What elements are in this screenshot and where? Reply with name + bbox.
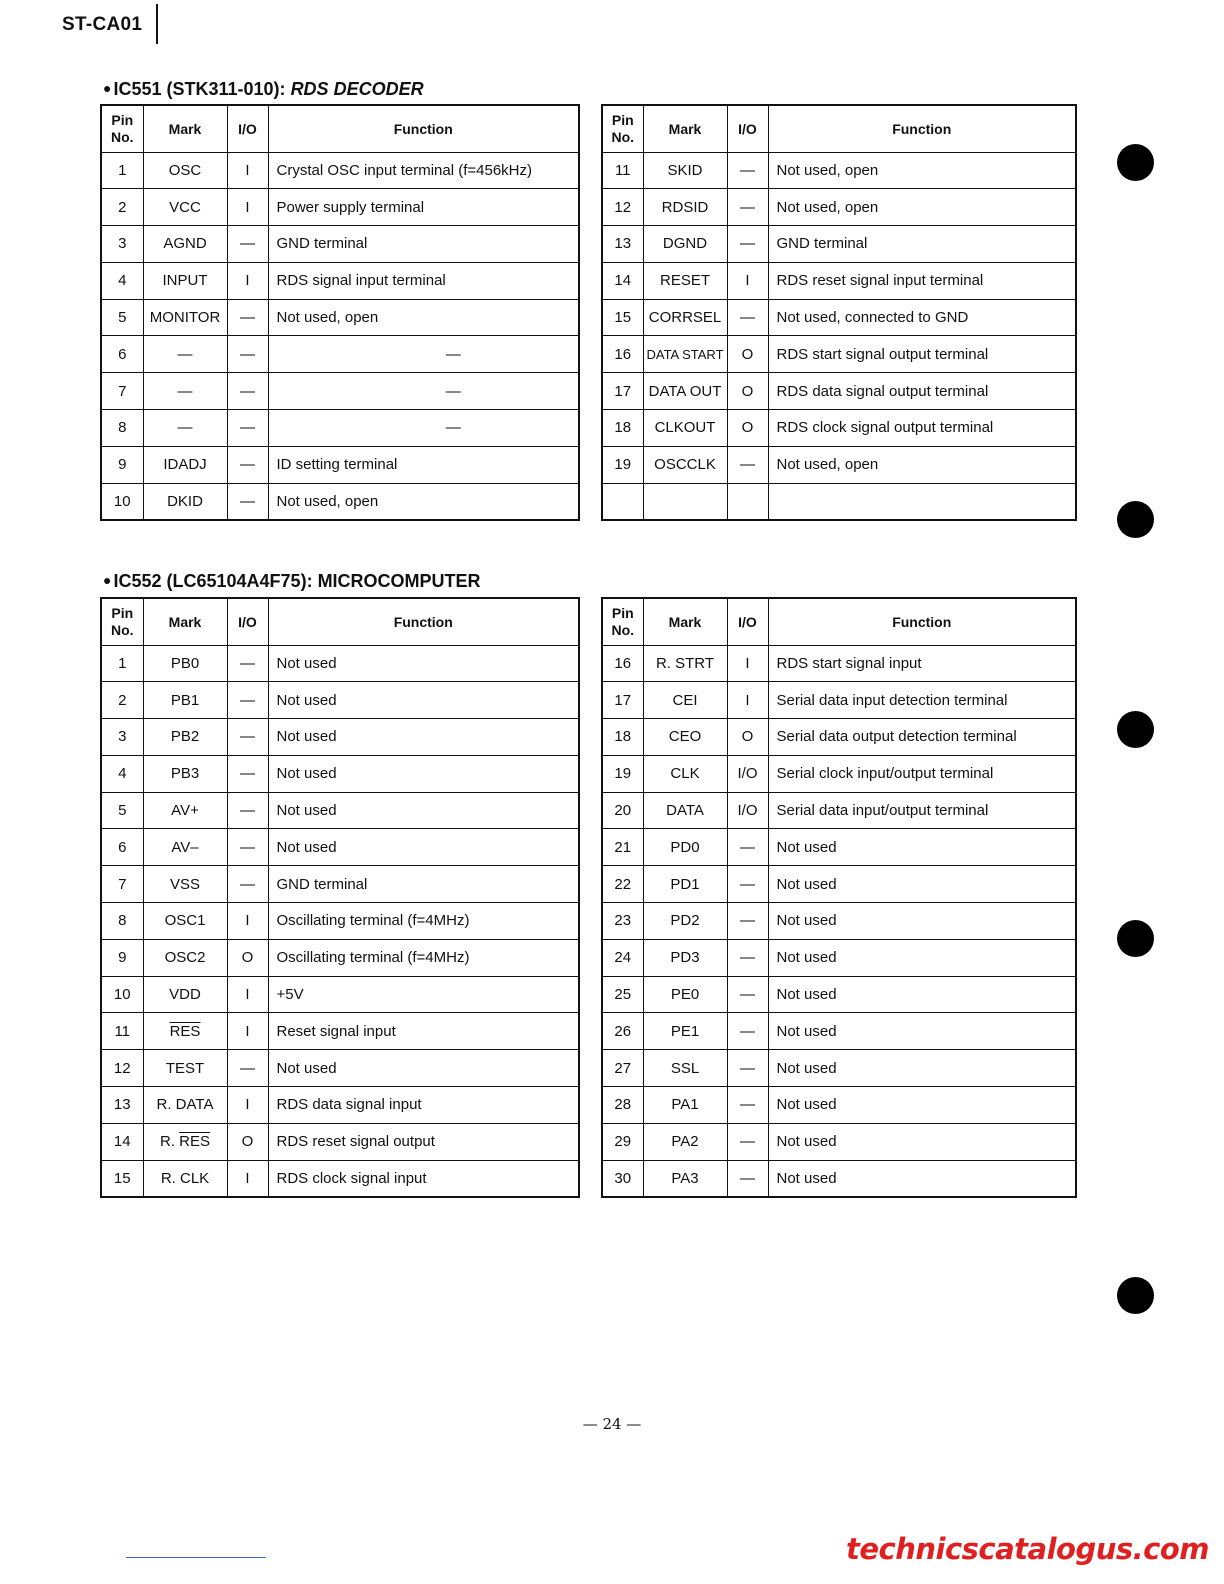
table-row — [101, 1160, 579, 1197]
pin-function: RDS start signal output terminal — [768, 336, 1076, 373]
pin-function: Serial data input detection terminal — [768, 682, 1076, 719]
table-row — [101, 976, 579, 1013]
pin-number: 4 — [101, 755, 143, 792]
pin-function: Not used — [768, 939, 1076, 976]
table-row — [602, 1123, 1076, 1160]
pin-mark: IDADJ — [143, 446, 227, 483]
col-header-no-label: No. — [110, 128, 134, 145]
pin-number: 8 — [101, 903, 143, 940]
table-row — [602, 336, 1076, 373]
ic552-pin-table-right — [601, 597, 1077, 1198]
table-row — [101, 645, 579, 682]
pin-io: I — [727, 645, 768, 682]
table-row — [602, 719, 1076, 756]
section-title-prefix: IC551 (STK311-010): — [113, 79, 291, 99]
pin-mark: DATA START — [643, 336, 727, 373]
pin-function: GND terminal — [268, 226, 579, 263]
table-row — [602, 1160, 1076, 1197]
pin-number: 17 — [602, 373, 643, 410]
pin-mark: DATA — [643, 792, 727, 829]
pin-io: — — [727, 1087, 768, 1124]
pin-number: 12 — [101, 1050, 143, 1087]
pin-io: — — [227, 373, 268, 410]
pin-function: Not used, open — [268, 483, 579, 520]
pin-io: — — [227, 299, 268, 336]
pin-number: 4 — [101, 262, 143, 299]
pin-io: O — [227, 939, 268, 976]
ic551-pin-table-right — [601, 104, 1077, 521]
pin-io: I — [227, 189, 268, 226]
pin-function: Not used — [268, 829, 579, 866]
pin-function: Crystal OSC input terminal (f=456kHz) — [268, 152, 579, 189]
pin-io: — — [227, 682, 268, 719]
col-header-function: Function — [768, 598, 1076, 645]
pin-io: — — [227, 446, 268, 483]
pin-number: 6 — [101, 336, 143, 373]
table-row — [602, 755, 1076, 792]
table-row — [101, 1013, 579, 1050]
pin-io: — — [727, 1050, 768, 1087]
pin-function: Not used — [268, 1050, 579, 1087]
pin-mark: PB1 — [143, 682, 227, 719]
pin-mark: DKID — [143, 483, 227, 520]
pin-io: — — [727, 152, 768, 189]
pin-function: RDS reset signal input terminal — [768, 262, 1076, 299]
pin-function: Not used — [768, 1013, 1076, 1050]
pin-mark: R. $\overline{RES}$ — [143, 1123, 227, 1160]
pin-io: — — [227, 336, 268, 373]
section-title-prefix: IC552 (LC65104A4F75): — [113, 571, 318, 591]
col-header-pin — [602, 105, 643, 152]
pin-mark: PB3 — [143, 755, 227, 792]
pin-number: 7 — [101, 866, 143, 903]
pin-function: RDS clock signal output terminal — [768, 410, 1076, 447]
pin-mark: CORRSEL — [643, 299, 727, 336]
pin-function: Oscillating terminal (f=4MHz) — [268, 939, 579, 976]
pin-mark: INPUT — [143, 262, 227, 299]
pin-mark: PD1 — [643, 866, 727, 903]
pin-function: Power supply terminal — [268, 189, 579, 226]
pin-function: Serial clock input/output terminal — [768, 755, 1076, 792]
pin-number: 14 — [101, 1123, 143, 1160]
pin-io: — — [727, 299, 768, 336]
pin-number: 2 — [101, 682, 143, 719]
pin-io: I — [727, 262, 768, 299]
pin-mark: DATA OUT — [643, 373, 727, 410]
page-number: — 24 — — [582, 1415, 642, 1433]
pin-io: — — [227, 792, 268, 829]
pin-function: RDS start signal input — [768, 645, 1076, 682]
pin-mark: — — [143, 373, 227, 410]
col-header-pin-label: Pin — [611, 111, 634, 128]
table-row — [602, 939, 1076, 976]
section-title-ic551 — [103, 79, 424, 100]
pin-mark: PE1 — [643, 1013, 727, 1050]
binder-hole-mark — [1117, 1277, 1154, 1314]
pin-io: O — [227, 1123, 268, 1160]
table-row — [602, 1087, 1076, 1124]
table-row — [602, 1013, 1076, 1050]
pin-io — [727, 483, 768, 520]
table-row — [101, 866, 579, 903]
pin-mark: — — [143, 336, 227, 373]
binder-hole-mark — [1117, 711, 1154, 748]
pin-mark: R. DATA — [143, 1087, 227, 1124]
pin-mark: SSL — [643, 1050, 727, 1087]
pin-function: Not used — [768, 1050, 1076, 1087]
pin-io: O — [727, 410, 768, 447]
pin-io: — — [227, 483, 268, 520]
pin-function: Not used — [268, 719, 579, 756]
pin-number: 24 — [602, 939, 643, 976]
pin-number: 14 — [602, 262, 643, 299]
pin-number: 13 — [602, 226, 643, 263]
pin-function: Not used, connected to GND — [768, 299, 1076, 336]
pin-function: Not used, open — [768, 189, 1076, 226]
table-row — [602, 903, 1076, 940]
pin-number: 19 — [602, 755, 643, 792]
col-header-mark: Mark — [143, 105, 227, 152]
pin-number: 1 — [101, 152, 143, 189]
table-row — [101, 446, 579, 483]
bullet-icon: ● — [103, 80, 112, 96]
table-row — [101, 1087, 579, 1124]
pin-function: Reset signal input — [268, 1013, 579, 1050]
table-row — [101, 1050, 579, 1087]
pin-function: Not used — [768, 976, 1076, 1013]
pin-io: — — [727, 866, 768, 903]
pin-mark: PA3 — [643, 1160, 727, 1197]
pin-io: — — [227, 226, 268, 263]
pin-number: 7 — [101, 373, 143, 410]
pin-number: 9 — [101, 446, 143, 483]
pin-function: — — [268, 336, 579, 373]
pin-number: 22 — [602, 866, 643, 903]
pin-io: — — [227, 829, 268, 866]
col-header-pin — [602, 598, 643, 645]
pin-mark: PB0 — [143, 645, 227, 682]
col-header-io: I/O — [227, 598, 268, 645]
pin-function: Not used — [768, 1087, 1076, 1124]
pin-io: I — [227, 1087, 268, 1124]
pin-mark: PA1 — [643, 1087, 727, 1124]
table-row — [101, 792, 579, 829]
pin-mark: PB2 — [143, 719, 227, 756]
pin-function: Not used — [768, 1123, 1076, 1160]
pin-number: 11 — [101, 1013, 143, 1050]
pin-number: 18 — [602, 719, 643, 756]
pin-number: 3 — [101, 226, 143, 263]
col-header-no-label: No. — [110, 621, 134, 638]
pin-number: 8 — [101, 410, 143, 447]
pin-number: 27 — [602, 1050, 643, 1087]
pin-io: — — [727, 226, 768, 263]
table-row — [101, 299, 579, 336]
pin-mark: PD2 — [643, 903, 727, 940]
pin-function: RDS data signal input — [268, 1087, 579, 1124]
pin-mark: CEO — [643, 719, 727, 756]
table-row — [101, 903, 579, 940]
table-row — [101, 152, 579, 189]
table-row — [101, 1123, 579, 1160]
pin-io: — — [727, 1123, 768, 1160]
col-header-pin — [101, 598, 143, 645]
col-header-function: Function — [268, 105, 579, 152]
pin-io: O — [727, 336, 768, 373]
pin-number: 23 — [602, 903, 643, 940]
pin-io: — — [727, 446, 768, 483]
pin-number: 11 — [602, 152, 643, 189]
table-row — [602, 152, 1076, 189]
pin-io: I — [727, 682, 768, 719]
col-header-pin — [101, 105, 143, 152]
pin-function: RDS signal input terminal — [268, 262, 579, 299]
pin-number: 29 — [602, 1123, 643, 1160]
pin-function: RDS clock signal input — [268, 1160, 579, 1197]
model-number: ST-CA01 — [62, 14, 143, 35]
header-divider — [156, 4, 158, 44]
pin-io: — — [727, 1160, 768, 1197]
binder-hole-mark — [1117, 144, 1154, 181]
pin-io: I — [227, 262, 268, 299]
table-row — [602, 645, 1076, 682]
table-row — [101, 410, 579, 447]
pin-mark: TEST — [143, 1050, 227, 1087]
table-row — [602, 866, 1076, 903]
table-row — [602, 299, 1076, 336]
table-row — [101, 939, 579, 976]
table-row — [602, 829, 1076, 866]
section-title-ic552 — [103, 571, 481, 592]
pin-io: — — [227, 719, 268, 756]
table-row — [101, 483, 579, 520]
table-row — [101, 373, 579, 410]
pin-mark: MONITOR — [143, 299, 227, 336]
table-row — [602, 792, 1076, 829]
pin-mark: R. CLK — [143, 1160, 227, 1197]
pin-mark: SKID — [643, 152, 727, 189]
pin-mark: AV+ — [143, 792, 227, 829]
col-header-pin-label: Pin — [111, 111, 134, 128]
table-row — [602, 682, 1076, 719]
ic552-pin-table-left — [100, 597, 580, 1198]
pin-io: — — [227, 1050, 268, 1087]
col-header-mark: Mark — [143, 598, 227, 645]
pin-io: — — [727, 829, 768, 866]
pin-io: O — [727, 719, 768, 756]
pin-io: I — [227, 1160, 268, 1197]
bullet-icon: ● — [103, 572, 112, 588]
pin-io: I — [227, 903, 268, 940]
table-row — [602, 262, 1076, 299]
table-row — [602, 373, 1076, 410]
table-row — [602, 1050, 1076, 1087]
pin-function: Not used — [268, 792, 579, 829]
pin-mark: VCC — [143, 189, 227, 226]
pin-number: 28 — [602, 1087, 643, 1124]
table-row — [101, 682, 579, 719]
pin-io: — — [727, 1013, 768, 1050]
pin-function: Not used, open — [768, 446, 1076, 483]
pin-number: 21 — [602, 829, 643, 866]
table-row — [602, 410, 1076, 447]
pin-number: 17 — [602, 682, 643, 719]
col-header-pin-label: Pin — [111, 604, 134, 621]
pin-mark: OSC1 — [143, 903, 227, 940]
table-row — [602, 226, 1076, 263]
pin-function: Not used — [268, 682, 579, 719]
col-header-mark: Mark — [643, 105, 727, 152]
pin-mark: DGND — [643, 226, 727, 263]
binder-hole-mark — [1117, 920, 1154, 957]
pin-io: — — [727, 903, 768, 940]
pin-mark: AV– — [143, 829, 227, 866]
pin-function: Not used — [768, 829, 1076, 866]
pin-number: 18 — [602, 410, 643, 447]
table-row — [602, 976, 1076, 1013]
pin-function: Not used — [768, 903, 1076, 940]
pin-mark: — — [143, 410, 227, 447]
table-row — [101, 336, 579, 373]
col-header-io: I/O — [227, 105, 268, 152]
pin-mark: PA2 — [643, 1123, 727, 1160]
table-row — [101, 755, 579, 792]
pin-function: Not used — [768, 1160, 1076, 1197]
pin-number: 25 — [602, 976, 643, 1013]
col-header-no-label: No. — [611, 621, 635, 638]
table-row — [101, 262, 579, 299]
pin-io: O — [727, 373, 768, 410]
pin-number: 16 — [602, 336, 643, 373]
pin-io: — — [227, 645, 268, 682]
pin-number: 19 — [602, 446, 643, 483]
pin-number: 30 — [602, 1160, 643, 1197]
pin-function: Not used — [268, 755, 579, 792]
pin-function: ID setting terminal — [268, 446, 579, 483]
pin-number: 10 — [101, 976, 143, 1013]
pin-number: 26 — [602, 1013, 643, 1050]
pin-mark: VSS — [143, 866, 227, 903]
pin-function: RDS data signal output terminal — [768, 373, 1076, 410]
pin-io: — — [727, 939, 768, 976]
pin-io: — — [227, 410, 268, 447]
pin-number: 15 — [602, 299, 643, 336]
pin-function: Serial data output detection terminal — [768, 719, 1076, 756]
pin-io: — — [227, 755, 268, 792]
pin-number: 5 — [101, 299, 143, 336]
table-row — [602, 189, 1076, 226]
pin-mark: CLK — [643, 755, 727, 792]
pin-function — [768, 483, 1076, 520]
pin-number: 15 — [101, 1160, 143, 1197]
section-title-suffix: RDS DECODER — [290, 79, 424, 99]
pin-mark: PE0 — [643, 976, 727, 1013]
pin-number: 13 — [101, 1087, 143, 1124]
pin-mark: $\overline{RES}$ — [143, 1013, 227, 1050]
pin-mark: OSC — [143, 152, 227, 189]
pin-function: RDS reset signal output — [268, 1123, 579, 1160]
pin-io: — — [727, 189, 768, 226]
pin-function: Oscillating terminal (f=4MHz) — [268, 903, 579, 940]
pin-mark — [643, 483, 727, 520]
pin-io: I/O — [727, 755, 768, 792]
pin-function: Not used, open — [268, 299, 579, 336]
table-row — [602, 483, 1076, 520]
col-header-io: I/O — [727, 105, 768, 152]
col-header-io: I/O — [727, 598, 768, 645]
pin-function: Not used, open — [768, 152, 1076, 189]
pin-mark: PD3 — [643, 939, 727, 976]
table-row — [101, 829, 579, 866]
pin-mark: RDSID — [643, 189, 727, 226]
pin-mark: RESET — [643, 262, 727, 299]
pin-io: I — [227, 976, 268, 1013]
pin-function: +5V — [268, 976, 579, 1013]
pin-mark: R. STRT — [643, 645, 727, 682]
pin-number: 1 — [101, 645, 143, 682]
pin-io: — — [227, 866, 268, 903]
pin-function: Not used — [268, 645, 579, 682]
table-row — [602, 446, 1076, 483]
pin-io: I/O — [727, 792, 768, 829]
pin-mark: VDD — [143, 976, 227, 1013]
pin-mark: CEI — [643, 682, 727, 719]
pin-number: 16 — [602, 645, 643, 682]
pin-number: 9 — [101, 939, 143, 976]
col-header-pin-label: Pin — [611, 604, 634, 621]
pin-mark: OSCCLK — [643, 446, 727, 483]
ic551-pin-table-left — [100, 104, 580, 521]
pin-mark: PD0 — [643, 829, 727, 866]
pin-io: I — [227, 152, 268, 189]
pin-function: Not used — [768, 866, 1076, 903]
col-header-function: Function — [268, 598, 579, 645]
pin-function: — — [268, 373, 579, 410]
pin-number — [602, 483, 643, 520]
pin-mark: CLKOUT — [643, 410, 727, 447]
col-header-mark: Mark — [643, 598, 727, 645]
pin-function: Serial data input/output terminal — [768, 792, 1076, 829]
table-row — [101, 226, 579, 263]
pin-number: 20 — [602, 792, 643, 829]
pin-number: 3 — [101, 719, 143, 756]
pin-number: 6 — [101, 829, 143, 866]
pin-number: 10 — [101, 483, 143, 520]
pin-io: — — [727, 976, 768, 1013]
footer-link-underline — [126, 1557, 266, 1558]
pin-io: I — [227, 1013, 268, 1050]
table-row — [101, 189, 579, 226]
pin-mark: AGND — [143, 226, 227, 263]
pin-number: 2 — [101, 189, 143, 226]
pin-function: GND terminal — [268, 866, 579, 903]
pin-function: — — [268, 410, 579, 447]
table-row — [101, 719, 579, 756]
pin-function: GND terminal — [768, 226, 1076, 263]
section-title-suffix: MICROCOMPUTER — [317, 571, 481, 591]
watermark: technicscatalogus.com — [846, 1532, 1209, 1566]
pin-mark: OSC2 — [143, 939, 227, 976]
col-header-no-label: No. — [611, 128, 635, 145]
pin-number: 5 — [101, 792, 143, 829]
col-header-function: Function — [768, 105, 1076, 152]
binder-hole-mark — [1117, 501, 1154, 538]
pin-number: 12 — [602, 189, 643, 226]
